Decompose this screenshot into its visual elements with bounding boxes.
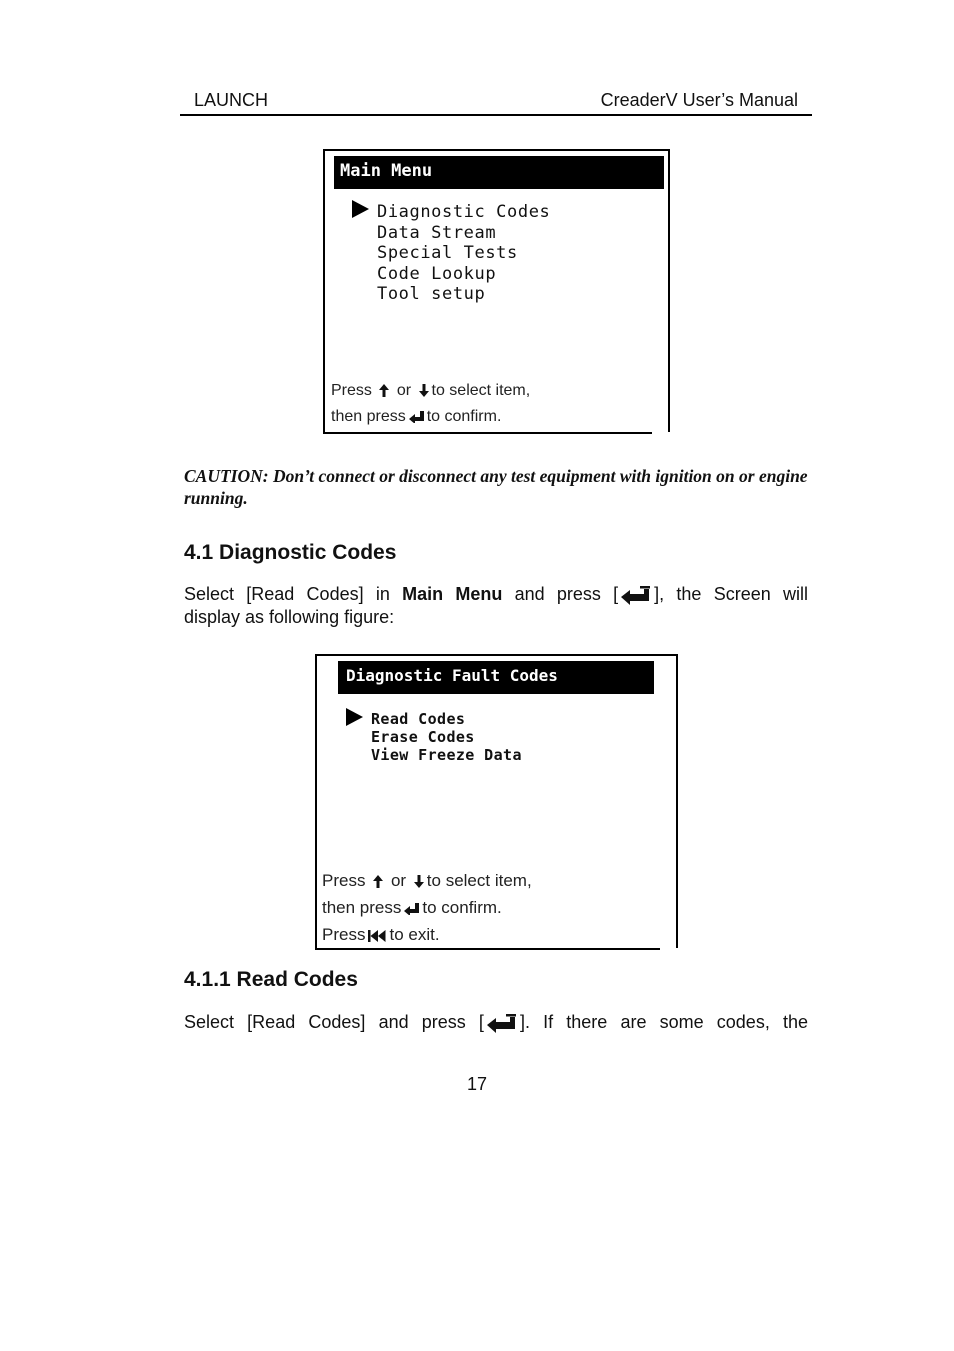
paragraph-text: ]. If there are some codes, the [519,1012,808,1032]
selection-arrow-icon [352,200,369,218]
menu-item: Read Codes [371,710,466,728]
hint-text: then press [322,898,402,917]
hint-text: to confirm. [422,898,502,917]
section-heading: 4.1 Diagnostic Codes [184,541,397,564]
menu-item: Tool setup [377,284,486,304]
hint-text: to exit. [389,925,440,944]
screen-hint-line [331,408,501,426]
screen-hint-line [331,382,530,400]
caution-note: CAUTION: Don’t connect or disconnect any test equipment with ignition on or engine running. [184,466,808,508]
menu-item: Diagnostic Codes [377,202,551,222]
paragraph-line [184,583,808,606]
menu-item: Code Lookup [377,263,497,284]
section-heading: 4.1.1 Read Codes [184,968,358,991]
menu-item: Special Tests [377,243,518,263]
down-arrow-icon [419,384,429,397]
screen-hint-line [322,925,440,945]
menu-item: View Freeze Data [371,746,522,764]
paragraph-line: display as following figure: [184,607,395,627]
up-arrow-icon [379,384,389,397]
screen-title-bar: Diagnostic Fault Codes [338,661,654,694]
hint-text: Press [331,382,372,399]
diagnostic-menu-list [371,710,522,764]
hint-text: or [390,871,407,890]
hint-text: to select item, [431,382,531,399]
hint-text: to select item, [426,871,532,890]
header-brand: LAUNCH [194,90,269,110]
up-arrow-icon [373,875,383,888]
screen-hint-line [322,871,532,891]
hint-text: or [396,382,412,399]
page-header [180,88,812,116]
menu-item: Data Stream [377,222,497,243]
hint-text: Press [322,925,366,944]
main-menu-screen-figure [323,149,670,434]
exit-key-icon [368,930,386,942]
selection-arrow-icon [346,708,363,726]
hint-text: to confirm. [426,408,502,425]
screen-hint-line [322,898,502,918]
enter-key-icon [404,903,419,915]
paragraph-text: Select [Read Codes] and press [ [184,1012,484,1032]
header-manual-title: CreaderV User’s Manual [600,90,798,110]
hint-text: then press [331,408,406,425]
bold-term: Main Menu [402,584,503,604]
enter-key-icon [409,411,424,423]
paragraph-text: and press [ [514,584,619,604]
main-menu-list [377,202,550,305]
enter-key-icon [621,586,651,605]
hint-text: Press [322,871,366,890]
down-arrow-icon [414,875,424,888]
diagnostic-fault-codes-screen-figure [315,654,678,950]
menu-item: Erase Codes [371,728,475,746]
paragraph-line [184,1011,808,1034]
paragraph-text: ], the Screen will [654,584,808,604]
screen-title-bar: Main Menu [334,156,664,189]
page-number: 17 [466,1074,488,1094]
enter-key-icon [487,1014,517,1033]
paragraph-text: Select [Read Codes] in [184,584,390,604]
